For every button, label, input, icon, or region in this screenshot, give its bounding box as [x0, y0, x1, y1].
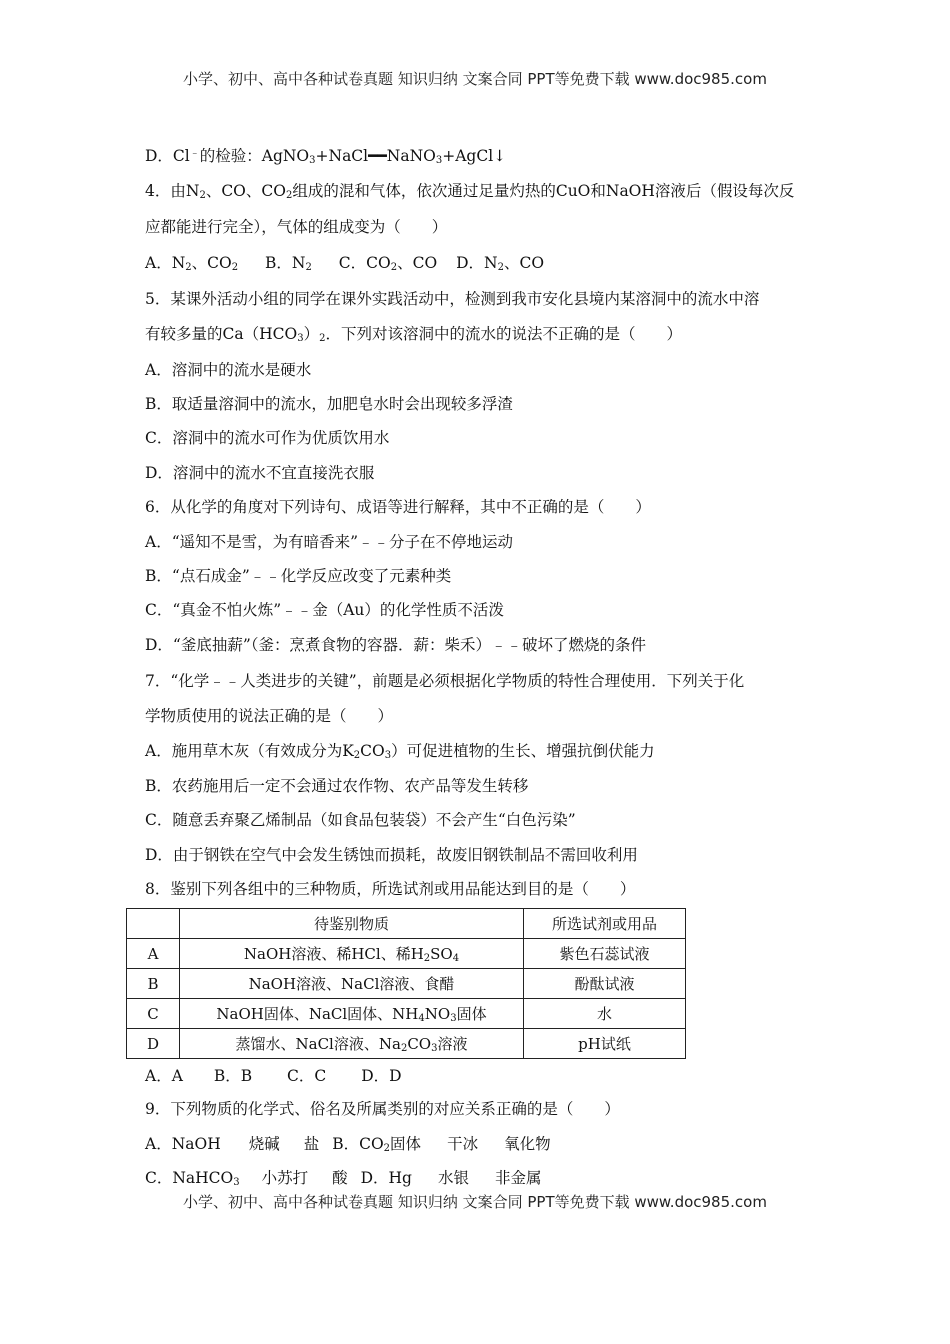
row-key: B	[127, 969, 180, 999]
q9-options-line2	[145, 1168, 542, 1188]
q5-option-d[interactable]: D．溶洞中的流水不宜直接洗衣服	[145, 464, 375, 482]
q6-option-c[interactable]: C．“真金不怕火炼”﹣﹣金（Au）的化学性质不活泼	[145, 601, 504, 619]
row-reagent: pH试纸	[524, 1029, 686, 1059]
q6-option-d[interactable]: D．“釜底抽薪”（釜：烹煮食物的容器．薪：柴禾）﹣﹣破坏了燃烧的条件	[145, 636, 647, 654]
q9-option-b[interactable]: B．$CO_2$固体 干冰 氧化物	[332, 1135, 551, 1154]
q4-option-b[interactable]: B．$N_2$	[265, 254, 312, 273]
q5-option-a[interactable]: A．溶洞中的流水是硬水	[145, 361, 312, 379]
q9-option-c[interactable]: C．NaHCO$_3$ 小苏打 酸	[145, 1169, 348, 1188]
table-row	[127, 939, 686, 969]
q7-option-d[interactable]: D．由于钢铁在空气中会发生锈蚀而损耗，故废旧钢铁制品不需回收利用	[145, 846, 638, 864]
page-footer: 小学、初中、高中各种试卷真题 知识归纳 文案合同 PPT等免费下载 www.doc985.com	[183, 1193, 767, 1211]
q9-stem: 9．下列物质的化学式、俗名及所属类别的对应关系正确的是（ ）	[145, 1100, 620, 1118]
q7-stem-line2: 学物质使用的说法正确的是（ ）	[145, 707, 394, 725]
q6-option-b[interactable]: B．“点石成金”﹣﹣化学反应改变了元素种类	[145, 567, 452, 585]
row-key: D	[127, 1029, 180, 1059]
q8-table	[126, 908, 686, 1059]
q8-option-d[interactable]: D．D	[361, 1067, 402, 1085]
q7-option-a[interactable]: A．施用草木灰（有效成分为$K_2CO_3$）可促进植物的生长、增强抗倒伏能力	[145, 742, 655, 761]
q5-option-b[interactable]: B．取适量溶洞中的流水，加肥皂水时会出现较多浮渣	[145, 395, 513, 413]
q8-option-a[interactable]: A．A	[145, 1067, 183, 1085]
q8-option-c[interactable]: C．C	[287, 1067, 327, 1085]
q5-option-c[interactable]: C．溶洞中的流水可作为优质饮用水	[145, 429, 390, 447]
q8-options	[145, 1066, 402, 1086]
q7-stem-line1: 7．“化学﹣﹣人类进步的关键”，前题是必须根据化学物质的特性合理使用．下列关于化	[145, 672, 745, 690]
table-row	[127, 1029, 686, 1059]
table-header-cell: 待鉴别物质	[180, 909, 524, 939]
q4-option-a[interactable]: A．$N_2$、$CO_2$	[145, 254, 239, 273]
row-substances: NaOH溶液、稀HCl、稀$H_2SO_4$	[180, 939, 524, 969]
row-key: C	[127, 999, 180, 1029]
page-header: 小学、初中、高中各种试卷真题 知识归纳 文案合同 PPT等免费下载 www.doc985.com	[183, 70, 767, 88]
row-key: A	[127, 939, 180, 969]
q7-option-c[interactable]: C．随意丢弃聚乙烯制品（如食品包装袋）不会产生“白色污染”	[145, 811, 576, 829]
table-row	[127, 969, 686, 999]
q4-options	[145, 253, 544, 273]
q4-stem-line2: 应都能进行完全），气体的组成变为（ ）	[145, 218, 448, 236]
q9-option-a[interactable]: A．NaOH 烧碱 盐	[145, 1135, 320, 1153]
row-reagent: 紫色石蕊试液	[524, 939, 686, 969]
table-header-cell: 所选试剂或用品	[524, 909, 686, 939]
q6-stem: 6．从化学的角度对下列诗句、成语等进行解释，其中不正确的是（ ）	[145, 498, 651, 516]
row-substances: 蒸馏水、NaCl溶液、$Na_2CO_3$溶液	[180, 1029, 524, 1059]
q6-option-a[interactable]: A．“遥知不是雪，为有暗香来”﹣﹣分子在不停地运动	[145, 533, 514, 551]
q7-option-b[interactable]: B．农药施用后一定不会通过农作物、农产品等发生转移	[145, 777, 529, 795]
row-reagent: 水	[524, 999, 686, 1029]
q5-stem-line1: 5．某课外活动小组的同学在课外实践活动中，检测到我市安化县境内某溶洞中的流水中溶	[145, 290, 760, 308]
row-substances: NaOH溶液、NaCl溶液、食醋	[180, 969, 524, 999]
table-row	[127, 999, 686, 1029]
q4-stem-line1: 4．由$N_2$、CO、$CO_2$组成的混和气体，依次通过足量灼热的CuO和NaOH溶液后（假设每次反	[145, 182, 795, 201]
q4-option-c[interactable]: C．$CO_2$、CO	[338, 254, 438, 273]
q9-options-line1	[145, 1134, 551, 1154]
q8-option-b[interactable]: B．B	[213, 1067, 253, 1085]
table-header-row	[127, 909, 686, 939]
table-header-cell	[127, 909, 180, 939]
row-substances: NaOH固体、NaCl固体、$NH_4NO_3$固体	[180, 999, 524, 1029]
q9-option-d[interactable]: D．Hg 水银 非金属	[360, 1169, 542, 1187]
q8-stem: 8．鉴别下列各组中的三种物质，所选试剂或用品能达到目的是（ ）	[145, 880, 636, 898]
q4-option-d[interactable]: D．$N_2$、CO	[456, 254, 545, 273]
prev-option-d: D．Cl﹣的检验：AgNO$_3$+NaCl━━NaNO$_3$+AgCl↓	[145, 147, 507, 166]
q5-stem-line2: 有较多量的$Ca(HCO_3)_2$．下列对该溶洞中的流水的说法不正确的是（ ）	[145, 325, 682, 344]
row-reagent: 酚酞试液	[524, 969, 686, 999]
